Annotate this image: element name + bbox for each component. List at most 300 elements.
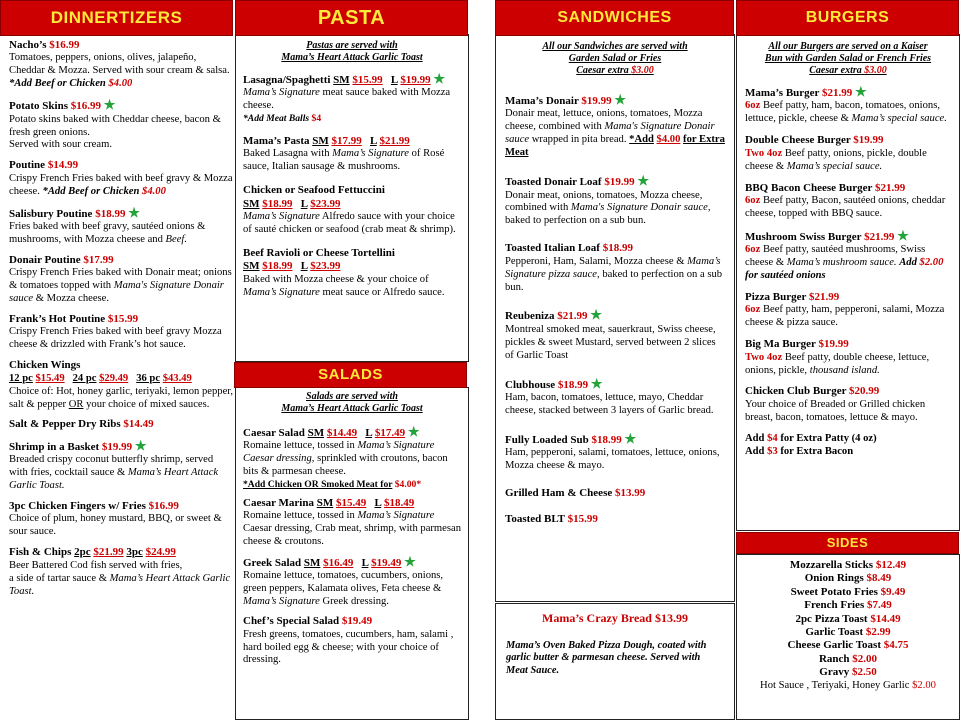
menu-item — [9, 439, 234, 493]
menu-item — [505, 308, 725, 362]
item-desc — [9, 221, 234, 247]
desc-text: Potato skins baked with Cheddar cheese, bacon & fresh green onions. — [9, 113, 221, 138]
crazy-bread-title: Mama’s Crazy Bread $13.99 — [542, 611, 688, 625]
desc-italic: Mama’s mushroom sauce. — [786, 257, 897, 269]
size-sm: SM — [333, 74, 350, 86]
item-desc — [505, 447, 725, 473]
price-sm: $15.49 — [335, 496, 367, 509]
item-name — [9, 159, 234, 172]
desc-text: Donair meat, lettuce, onions, tomatoes, Mozza cheese, combined with — [505, 108, 703, 133]
size-l: L — [390, 74, 398, 86]
price-l: $18.49 — [383, 496, 415, 509]
item-title: Potato Skins — [9, 100, 68, 113]
side-item — [741, 599, 955, 612]
menu-item — [505, 242, 725, 294]
item-desc — [9, 326, 234, 352]
portion-size: Two 4oz — [745, 351, 783, 363]
wings-prices: 12 pc $15.49 24 pc $29.49 36 pc $43.49 — [9, 372, 192, 384]
item-desc — [505, 392, 725, 418]
desc-text: Baked Lasagna with — [243, 148, 330, 160]
desc-text: Beef patty, Bacon, sautéed onions, cheddar cheese, topped with BBQ sauce. — [745, 194, 946, 219]
side-price: $7.49 — [866, 599, 892, 612]
sides-box — [736, 554, 960, 720]
desc-italic: Mama’s Signature — [357, 510, 435, 522]
item-price: $17.99 — [83, 253, 114, 266]
desc-italic: Mama’s Signature — [243, 596, 320, 608]
menu-item — [505, 93, 725, 160]
item-desc — [9, 173, 234, 199]
note-text: *Add Meat Balls — [243, 113, 310, 125]
menu-item — [505, 174, 725, 228]
item-price: $20.99 — [849, 385, 880, 398]
desc-text-2: Served with sour cream. — [9, 139, 112, 151]
item-title: Nacho’s — [9, 39, 47, 51]
desc-text: Tomatoes, peppers, onions, olives, jalapeño, Cheddar & Mozza. Served with sour cream & salsa. — [9, 52, 230, 77]
item-title: Beef Ravioli or Cheese Tortellini — [243, 246, 395, 259]
desc-italic: Mama’s Signature — [332, 148, 409, 160]
dinnertizers-column — [9, 39, 234, 720]
sandwiches-intro: All our Sandwiches are served with Garden Salad or Fries Caesar extra $3.00 — [542, 41, 688, 76]
desc-text: Your choice of Breaded or Grilled chicken breast, bacon, tomatoes, lettuce & mayo. — [745, 398, 926, 423]
side-name: Ranch — [818, 652, 850, 665]
desc-text: Romaine lettuce, tomatoes, cucumbers, onions, green peppers, Kalamata olives, Feta cheese & — [243, 570, 444, 595]
side-price: $9.49 — [880, 585, 906, 598]
side-name: Cheese Garlic Toast — [787, 639, 881, 652]
side-name: Gravy — [819, 666, 850, 679]
menu-item — [243, 497, 461, 549]
item-name — [9, 206, 234, 221]
star-icon: ★ — [624, 430, 637, 446]
item-title: Frank’s Hot Poutine — [9, 313, 106, 326]
portion-size: 6oz — [745, 194, 761, 206]
size-prices — [243, 198, 461, 211]
menu-item-chicken-wings — [9, 359, 234, 411]
item-price: $19.99 — [604, 176, 635, 189]
star-icon: ★ — [897, 227, 909, 243]
side-name: Sweet Potato Fries — [790, 585, 878, 598]
desc-italic: Mama's Signature Donair sauce, — [570, 202, 711, 214]
item-desc — [505, 324, 725, 363]
desc-text: Beef patty, sautéed mushrooms, Swiss cheese & — [745, 244, 926, 269]
item-name — [9, 439, 234, 454]
note-text: *Add — [629, 134, 654, 146]
menu-item — [9, 39, 234, 91]
star-icon: ★ — [407, 424, 420, 439]
pasta-header: PASTA — [235, 0, 468, 36]
size-l: L — [361, 557, 369, 570]
note-text-2: for sautéed onions — [745, 270, 826, 281]
item-price: $13.99 — [614, 487, 646, 500]
item-price: $15.99 — [567, 512, 598, 525]
portion-size: 6oz — [745, 304, 761, 316]
item-name — [243, 184, 461, 197]
item-price: $18.99 — [557, 378, 589, 391]
item-name — [243, 135, 461, 148]
side-price: $12.49 — [875, 559, 907, 571]
note-text: *Add Chicken OR Smoked Meat for — [243, 479, 393, 491]
item-desc — [243, 510, 461, 549]
side-price: $14.49 — [870, 612, 901, 625]
item-desc — [745, 195, 951, 221]
dinnertizers-list — [9, 39, 234, 352]
desc-text: Montreal smoked meat, sauerkraut, Swiss cheese, pickles & sweet Mustard, served between 2 slices of Garlic Toast — [505, 323, 716, 361]
menu-item — [243, 184, 461, 237]
desc-italic: Mama’s special sauce. — [786, 160, 883, 172]
item-title: Reubeniza — [505, 310, 555, 323]
note-price: $4.00 — [108, 78, 133, 90]
item-name — [505, 93, 725, 108]
desc-text: Fries baked with beef gravy, sautéed onions & mushrooms, with Mozza cheese and — [9, 221, 206, 245]
item-title: Salisbury Poutine — [9, 207, 93, 220]
desc-italic: Mama’s Signature Caesar dressing, — [243, 440, 435, 465]
star-icon: ★ — [134, 437, 147, 453]
menu-item — [745, 182, 951, 221]
item-title: Grilled Ham & Cheese — [505, 487, 613, 500]
item-note — [9, 78, 132, 89]
desc-text: Baked with Mozza cheese & your choice of — [243, 273, 429, 285]
item-desc: Beer Battered Cod fish served with fries, a side of tartar sauce & Mama’s Heart Attack Garlic Toast. — [9, 559, 231, 597]
note-price: $2.00 — [919, 257, 944, 269]
side-name: Garlic Toast — [805, 626, 864, 639]
salads-intro: Salads are served with Mama’s Heart Attack Garlic Toast — [281, 391, 423, 414]
side-name: Onion Rings — [804, 572, 864, 585]
item-price: $15.99 — [107, 313, 139, 326]
size-l: L — [300, 260, 308, 273]
price-sm: $18.99 — [262, 260, 293, 273]
note-text: Add — [899, 257, 917, 269]
item-title: Mama’s Donair — [505, 95, 579, 107]
menu-item — [745, 85, 951, 126]
item-name — [505, 242, 725, 255]
item-desc — [9, 52, 234, 91]
star-icon: ★ — [128, 204, 140, 220]
menu-item — [505, 487, 725, 500]
portion-size: Two 4oz — [745, 147, 783, 159]
menu-item — [243, 135, 461, 174]
item-note — [43, 186, 166, 197]
menu-item — [505, 377, 725, 418]
sandwiches-list — [505, 93, 725, 526]
item-name — [9, 254, 234, 267]
side-item — [741, 626, 955, 639]
item-title: Donair Poutine — [9, 253, 81, 266]
item-name — [745, 338, 951, 351]
desc-text: Ham, bacon, tomatoes, lettuce, mayo, Cheddar cheese, stacked between 3 layers of Garlic bread. — [505, 392, 714, 416]
item-name — [505, 308, 725, 323]
item-price: $14.99 — [47, 159, 79, 172]
item-title: Chef’s Special Salad — [243, 615, 340, 628]
side-item — [741, 666, 955, 679]
sides-list — [741, 559, 955, 680]
price-l: $23.99 — [310, 260, 341, 273]
item-title: BBQ Bacon Cheese Burger — [745, 181, 873, 194]
item-title: Fully Loaded Sub — [505, 433, 589, 446]
side-item — [741, 639, 955, 652]
item-note — [243, 113, 461, 125]
desc-italic: thousand island. — [809, 364, 880, 376]
price-l: $19.99 — [400, 74, 431, 86]
price-l: $23.99 — [310, 197, 341, 210]
note-price: $4 — [311, 113, 322, 125]
side-price: $2.99 — [865, 626, 891, 639]
desc-text: Beef patty, ham, pepperoni, salami, Mozza cheese & pizza sauce. — [745, 304, 945, 329]
desc-text: Crispy French Fries baked with beef gravy & Mozza cheese. — [9, 172, 233, 197]
desc-text: Ham, pepperoni, salami, tomatoes, lettuce, onions, Mozza cheese & mayo. — [505, 447, 720, 472]
desc-italic: Mama’s Signature — [243, 286, 320, 298]
size-sm: SM — [307, 427, 325, 439]
item-desc — [243, 440, 461, 479]
item-desc — [243, 570, 461, 609]
menu-item — [505, 513, 725, 526]
item-price: $16.99 — [49, 39, 80, 51]
item-name — [9, 39, 234, 52]
item-desc — [505, 108, 725, 160]
side-price: $2.00 — [852, 652, 878, 665]
item-price: $19.99 — [581, 95, 612, 107]
desc-text-2: meat sauce or Alfredo sauce. — [322, 286, 445, 298]
item-desc — [745, 100, 951, 126]
size-l: L — [370, 134, 377, 147]
side-name: 2pc Pizza Toast — [795, 612, 868, 625]
item-name — [243, 615, 461, 628]
portion-size: 6oz — [745, 244, 761, 256]
desc-text-2: Greek dressing. — [322, 596, 389, 608]
desc-text: Alfredo sauce with your choice of sauté chicken or seafood (crab meat & shrimp). — [243, 211, 456, 235]
size-l: L — [374, 496, 382, 509]
item-name — [505, 513, 725, 526]
menu-item — [9, 159, 234, 198]
menu-item — [243, 615, 461, 667]
sauces-line: Hot Sauce , Teriyaki, Honey Garlic $2.00 — [760, 679, 936, 691]
item-title: Caesar Salad — [243, 427, 305, 439]
desc-text: Breaded crispy coconut butterfly shrimp, served with fries, cocktail sauce & — [9, 454, 214, 479]
star-icon: ★ — [433, 71, 446, 86]
desc-italic: Mama’s Signature — [243, 87, 320, 99]
item-desc — [745, 352, 951, 378]
item-name — [745, 385, 951, 398]
desc-text: Beef patty, ham, bacon, tomatoes, onions, lettuce, pickle, cheese & — [745, 100, 940, 125]
menu-item — [243, 72, 461, 125]
burger-extras: Add $4 for Extra Patty (4 oz) Add $3 for Extra Bacon — [745, 432, 877, 457]
pasta-box — [235, 34, 469, 362]
item-price: $21.99 — [557, 310, 588, 323]
item-desc — [745, 304, 951, 330]
star-icon: ★ — [590, 375, 603, 391]
item-price: $18.99 — [602, 242, 633, 255]
item-title: Lasagna/Spaghetti — [243, 74, 331, 86]
dinnertizers-header: DINNERTIZERS — [0, 0, 233, 36]
side-price: $2.50 — [851, 666, 877, 679]
desc-text: Beef patty, onions, pickle, double cheese & — [745, 147, 927, 172]
burgers-list — [745, 85, 951, 425]
side-name: Mozzarella Sticks — [789, 559, 874, 571]
item-name — [745, 291, 951, 304]
item-price: $21.99 — [874, 181, 906, 194]
item-title: Chicken Club Burger — [745, 385, 847, 398]
menu-item — [9, 313, 234, 352]
salads-box — [235, 387, 469, 720]
menu-item — [745, 385, 951, 424]
item-price: $19.99 — [853, 134, 884, 147]
dinnertizers-list-2 — [9, 418, 234, 539]
item-desc — [243, 87, 461, 113]
item-price: $14.49 — [123, 418, 154, 431]
pasta-intro: Pastas are served with Mama’s Heart Attack Garlic Toast — [281, 40, 423, 63]
item-price: $16.99 — [148, 500, 179, 513]
item-name — [745, 229, 951, 244]
desc-text-2: baked to perfection on a sub bun. — [505, 268, 723, 293]
item-name — [243, 497, 461, 510]
item-title: Toasted BLT — [505, 512, 565, 525]
menu-item — [505, 432, 725, 473]
desc-italic: Mama’s Signature pizza sauce, — [505, 255, 721, 280]
item-title: Caesar Marina — [243, 496, 314, 509]
portion-size: 6oz — [745, 100, 761, 112]
crazy-bread-box — [495, 603, 735, 720]
item-price: $19.49 — [341, 615, 373, 628]
note-price: $4.00 — [142, 185, 166, 197]
price-sm: $18.99 — [262, 197, 293, 210]
item-price: $19.99 — [101, 440, 133, 453]
star-icon: ★ — [637, 173, 649, 189]
price-sm: $15.99 — [352, 74, 383, 86]
note-price: $4.00 — [656, 134, 681, 146]
desc-text: Donair meat, onions, tomatoes, Mozza cheese, combined with — [505, 189, 703, 214]
sandwiches-box — [495, 34, 735, 602]
size-sm: SM — [243, 260, 260, 273]
price-l: $19.49 — [371, 557, 402, 570]
desc-text: Choice of plum, honey mustard, BBQ, or sweet & sour sauce. — [9, 513, 222, 538]
menu-item — [9, 500, 234, 539]
item-name — [745, 134, 951, 147]
price-sm: $16.49 — [323, 557, 354, 570]
item-title: Toasted Italian Loaf — [505, 242, 600, 255]
item-desc — [745, 244, 951, 283]
item-title: Toasted Donair Loaf — [505, 176, 602, 189]
size-sm: SM — [316, 496, 334, 509]
desc-text-2: wrapped in pita bread. — [531, 134, 627, 146]
item-desc — [745, 399, 951, 425]
desc-text: Romaine lettuce, tossed in — [243, 510, 355, 522]
item-price: $19.99 — [818, 338, 849, 351]
item-title: Greek Salad — [243, 557, 302, 570]
burgers-intro: All our Burgers are served on a Kaiser Bun with Garden Salad or French Fries Caesar extra $3.00 — [764, 41, 932, 76]
item-name — [9, 98, 234, 113]
note-price: $4.00* — [394, 479, 422, 491]
side-name: French Fries — [804, 599, 865, 612]
desc-text: Crispy French Fries baked with Donair meat; onions & tomatoes topped with — [9, 267, 232, 292]
item-title: Mama’s Pasta — [243, 134, 310, 147]
desc-end: & Mozza cheese. — [35, 293, 110, 305]
side-item — [741, 586, 955, 599]
size-sm: SM — [312, 134, 329, 147]
item-title: Mushroom Swiss Burger — [745, 230, 862, 243]
desc-text-2: sprinkled with croutons, bacon bits & parmesan cheese. — [243, 453, 448, 478]
star-icon: ★ — [614, 92, 627, 107]
desc-italic: Beef. — [165, 233, 187, 245]
item-price: $21.99 — [864, 230, 895, 243]
salads-header: SALADS — [234, 362, 467, 388]
star-icon: ★ — [854, 84, 867, 99]
item-desc — [9, 454, 234, 493]
item-title: 3pc Chicken Fingers w/ Fries — [9, 500, 146, 513]
item-desc: Choice of: Hot, honey garlic, teriyaki, lemon pepper, salt & pepper OR your choice of mixed sauces. — [9, 385, 234, 410]
menu-item — [243, 555, 461, 609]
item-title: Pizza Burger — [745, 290, 807, 303]
menu-item — [9, 418, 234, 431]
side-item — [741, 572, 955, 585]
item-desc — [243, 211, 461, 237]
size-prices — [243, 260, 461, 273]
item-name — [9, 500, 234, 513]
menu-item — [9, 254, 234, 306]
size-sm: SM — [303, 557, 321, 570]
note-text-2: for Extra Meat — [505, 134, 725, 159]
item-title: Mama’s Burger — [745, 87, 820, 99]
item-name — [243, 425, 461, 440]
burgers-header: BURGERS — [736, 0, 959, 36]
menu-item — [745, 291, 951, 330]
item-name — [243, 555, 461, 570]
item-price: $18.99 — [591, 433, 622, 446]
item-name: Fish & Chips 2pc $21.99 3pc $24.99 — [9, 546, 176, 559]
star-icon: ★ — [404, 554, 416, 570]
item-desc — [9, 267, 234, 306]
item-title: Poutine — [9, 159, 46, 172]
size-l: L — [365, 427, 373, 439]
desc-text-2: of Rosé sauce, Italian sausage & mushrooms. — [243, 148, 445, 173]
item-desc — [505, 190, 725, 229]
side-price: $4.75 — [883, 639, 909, 652]
item-desc — [9, 513, 234, 539]
item-note — [243, 479, 461, 491]
size-l: L — [300, 197, 308, 210]
item-name: Chicken Wings — [9, 359, 81, 372]
desc-text: Beef patty, double cheese, lettuce, onions, pickle, — [745, 351, 930, 376]
side-price: $8.49 — [866, 572, 892, 585]
menu-item — [243, 247, 461, 300]
item-name — [505, 377, 725, 392]
desc-italic: Mama’s Signature — [243, 211, 320, 223]
star-icon: ★ — [590, 307, 602, 323]
sides-header: SIDES — [736, 532, 959, 554]
menu-item-fish-chips — [9, 546, 234, 598]
menu-item — [745, 229, 951, 283]
item-title: Shrimp in a Basket — [9, 440, 100, 453]
side-item — [741, 559, 955, 572]
item-desc — [243, 274, 461, 300]
menu-item — [745, 134, 951, 173]
item-name — [505, 432, 725, 447]
item-desc — [9, 114, 234, 153]
sandwiches-header: SANDWICHES — [495, 0, 734, 36]
item-name — [243, 247, 461, 260]
item-title: Chicken or Seafood Fettuccini — [243, 184, 385, 197]
desc-text: Crispy French Fries baked with beef gravy Mozza cheese & drizzled with Frank’s hot sauce. — [9, 326, 222, 351]
item-price: $21.99 — [808, 290, 840, 303]
desc-italic: Mama’s Heart Attack Garlic Toast. — [9, 467, 219, 492]
desc-text: meat sauce baked with Mozza cheese. — [243, 87, 451, 112]
item-name — [745, 85, 951, 100]
crazy-bread-desc: Mama’s Oven Baked Pizza Dough, coated with garlic butter & parmesan cheese. Served with Meat Sauce. — [506, 639, 707, 676]
desc-italic: Mama’s special sauce. — [851, 113, 947, 125]
price-sm: $14.49 — [326, 427, 358, 439]
side-item — [741, 613, 955, 626]
item-desc — [243, 148, 461, 174]
menu-item — [243, 425, 461, 491]
menu-item — [9, 98, 234, 152]
desc-text-2: Caesar dressing, Crab meat, shrimp, with parmesan cheese & croutons. — [243, 523, 461, 548]
